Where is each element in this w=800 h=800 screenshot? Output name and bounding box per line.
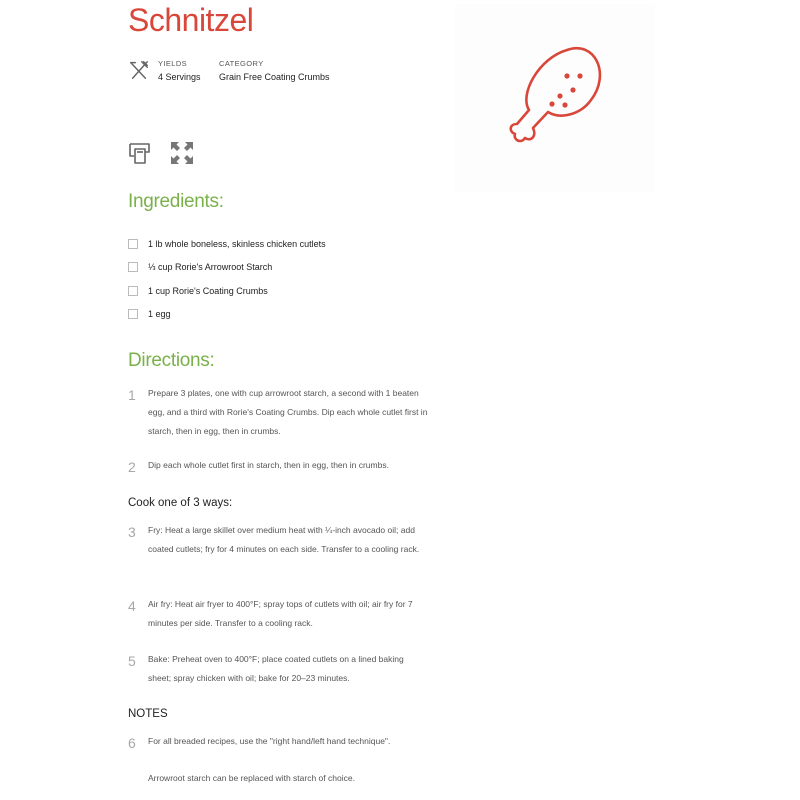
fork-knife-icon — [128, 59, 150, 81]
direction-step — [128, 599, 428, 633]
step-text: Fry: Heat a large skillet over medium heat with ¼-inch avocado oil; add coated cutlets; fry for 4 minutes on each side. Transfer to a cooling rack. — [148, 525, 420, 554]
ingredient-item[interactable] — [128, 256, 326, 280]
ingredients-list — [128, 232, 326, 326]
step-number: 3 — [128, 524, 136, 540]
direction-step — [128, 654, 428, 688]
ingredient-checkbox[interactable] — [128, 286, 138, 296]
ingredient-text: ⅓ cup Rorie's Arrowroot Starch — [148, 262, 273, 273]
ingredient-item[interactable] — [128, 303, 326, 327]
step-number: 5 — [128, 653, 136, 669]
step-number: 1 — [128, 387, 136, 403]
step-number: 2 — [128, 459, 136, 475]
direction-step — [128, 388, 428, 441]
ingredient-checkbox[interactable] — [128, 262, 138, 272]
step-number: 6 — [128, 735, 136, 751]
direction-step — [128, 525, 428, 559]
print-icon[interactable] — [127, 140, 153, 166]
recipe-title: Schnitzel — [128, 2, 254, 38]
cook-methods-heading: Cook one of 3 ways: — [128, 497, 233, 509]
directions-heading: Directions: — [128, 350, 215, 371]
step-text: Bake: Preheat oven to 400°F; place coated cutlets on a lined baking sheet; spray chicken with oil; bake for 20–23 minutes. — [148, 654, 404, 683]
category-value: Grain Free Coating Crumbs — [219, 72, 330, 82]
note-text: Arrowroot starch can be replaced with starch of choice. — [148, 773, 355, 783]
step-text: Prepare 3 plates, one with cup arrowroot starch, a second with 1 beaten egg, and a third with Rorie's Coating Crumbs. Dip each whole cutlet first in starch, then in egg, then in crumbs. — [148, 388, 428, 436]
note-text: For all breaded recipes, use the "right hand/left hand technique". — [148, 736, 391, 746]
yields-block — [158, 59, 201, 82]
ingredient-text: 1 lb whole boneless, skinless chicken cutlets — [148, 238, 326, 249]
ingredient-item[interactable] — [128, 232, 326, 256]
ingredient-text: 1 cup Rorie's Coating Crumbs — [148, 285, 268, 296]
note-step — [128, 736, 428, 751]
recipe-hero-image — [455, 4, 655, 192]
step-text: Dip each whole cutlet first in starch, then in egg, then in crumbs. — [148, 460, 389, 470]
yields-label: YIELDS — [158, 59, 188, 68]
category-label: CATEGORY — [219, 59, 264, 68]
ingredient-item[interactable] — [128, 279, 326, 303]
notes-heading: NOTES — [128, 708, 168, 720]
direction-step — [128, 460, 428, 475]
ingredient-checkbox[interactable] — [128, 239, 138, 249]
yields-value: 4 Servings — [158, 72, 201, 82]
step-text: Air fry: Heat air fryer to 400°F; spray tops of cutlets with oil; air fry for 7 minutes per side. Transfer to a cooling rack. — [148, 599, 413, 628]
drumstick-icon — [455, 4, 655, 192]
expand-icon[interactable] — [169, 140, 195, 166]
ingredients-heading: Ingredients: — [128, 191, 224, 212]
ingredient-text: 1 egg — [148, 309, 171, 320]
step-number: 4 — [128, 598, 136, 614]
ingredient-checkbox[interactable] — [128, 309, 138, 319]
category-block — [219, 59, 330, 82]
